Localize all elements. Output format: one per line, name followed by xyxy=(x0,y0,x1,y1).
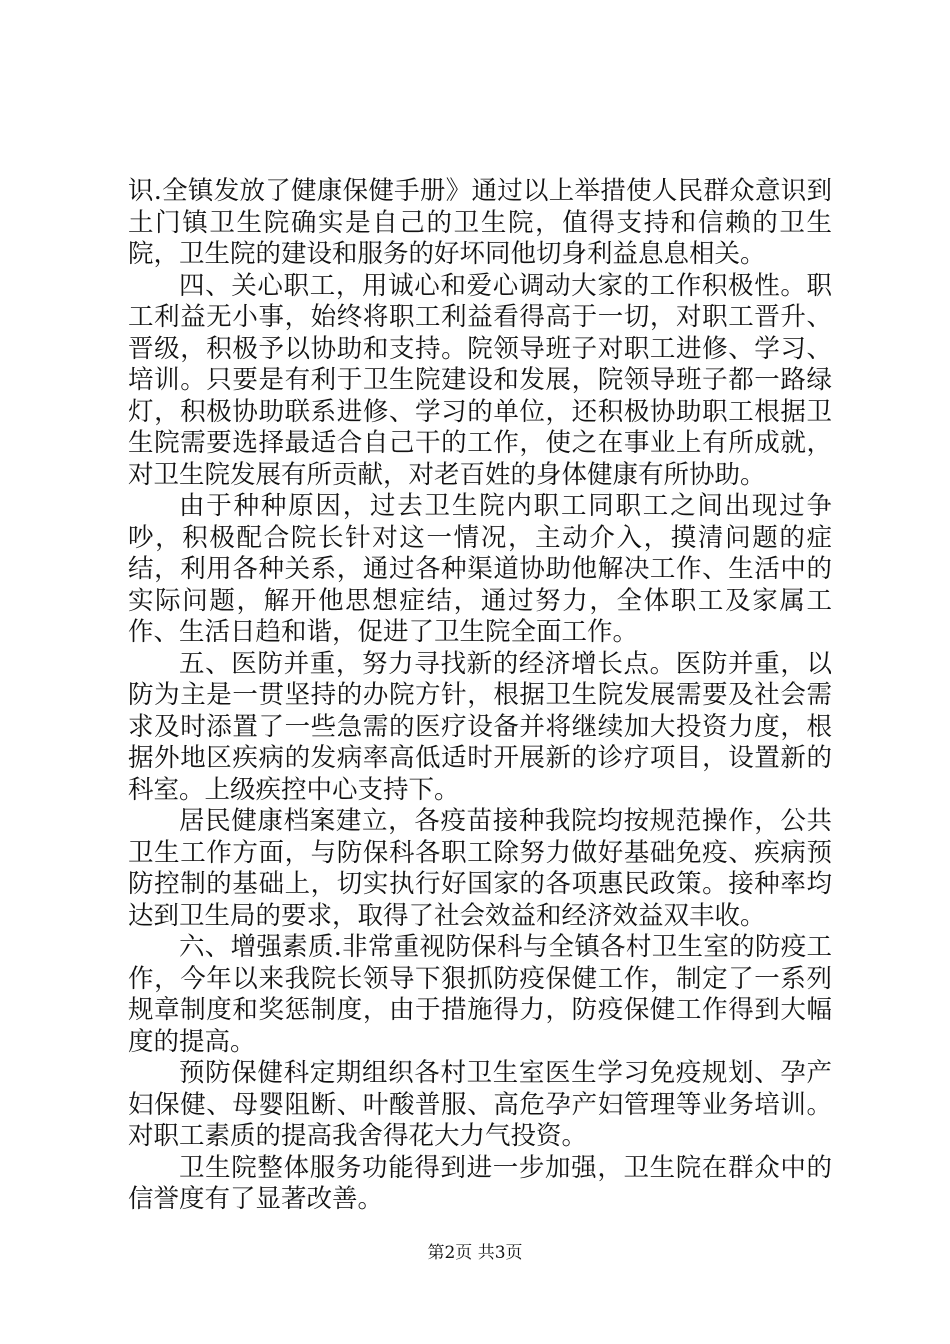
paragraph-3: 由于种种原因，过去卫生院内职工同职工之间出现过争吵，积极配合院长针对这一情况，主动介入，摸清问题的症结，利用各种关系，通过各种渠道协助他解决工作、生活中的实际问题，解开他思想症结，通过努力，全体职工及家属工作、生活日趋和谐，促进了卫生院全面工作。 xyxy=(128,491,832,647)
paragraph-6: 六、增强素质.非常重视防保科与全镇各村卫生室的防疫工作，今年以来我院长领导下狠抓防疫保健工作，制定了一系列规章制度和奖惩制度，由于措施得力，防疫保健工作得到大幅度的提高。 xyxy=(128,932,832,1057)
paragraph-1: 识.全镇发放了健康保健手册》通过以上举措使人民群众意识到土门镇卫生院确实是自己的卫生院，值得支持和信赖的卫生院，卫生院的建设和服务的好坏同他切身利益息息相关。 xyxy=(128,176,832,269)
paragraph-2: 四、关心职工，用诚心和爱心调动大家的工作积极性。职工利益无小事，始终将职工利益看得高于一切，对职工晋升、晋级，积极予以协助和支持。院领导班子对职工进修、学习、培训。只要是有利于卫生院建设和发展，院领导班子都一路绿灯，积极协助联系进修、学习的单位，还积极协助职工根据卫生院需要选择最适合自己干的工作，使之在事业上有所成就，对卫生院发展有所贡献，对老百姓的身体健康有所协助。 xyxy=(128,270,832,490)
paragraph-4: 五、医防并重，努力寻找新的经济增长点。医防并重，以防为主是一贯坚持的办院方针，根据卫生院发展需要及社会需求及时添置了一些急需的医疗设备并将继续加大投资力度，根据外地区疾病的发病率高低适时开展新的诊疗项目，设置新的科室。上级疾控中心支持下。 xyxy=(128,648,832,805)
paragraph-5: 居民健康档案建立，各疫苗接种我院均按规范操作，公共卫生工作方面，与防保科各职工除努力做好基础免疫、疾病预防控制的基础上，切实执行好国家的各项惠民政策。接种率均达到卫生局的要求，取得了社会效益和经济效益双丰收。 xyxy=(128,806,832,931)
document-body xyxy=(128,176,832,1216)
paragraph-8: 卫生院整体服务功能得到进一步加强，卫生院在群众中的信誉度有了显著改善。 xyxy=(128,1152,832,1214)
paragraph-7: 预防保健科定期组织各村卫生室医生学习免疫规划、孕产妇保健、母婴阻断、叶酸普服、高危孕产妇管理等业务培训。对职工素质的提高我舍得花大力气投资。 xyxy=(128,1058,832,1151)
page-footer: 第2页 共3页 xyxy=(427,1243,523,1263)
